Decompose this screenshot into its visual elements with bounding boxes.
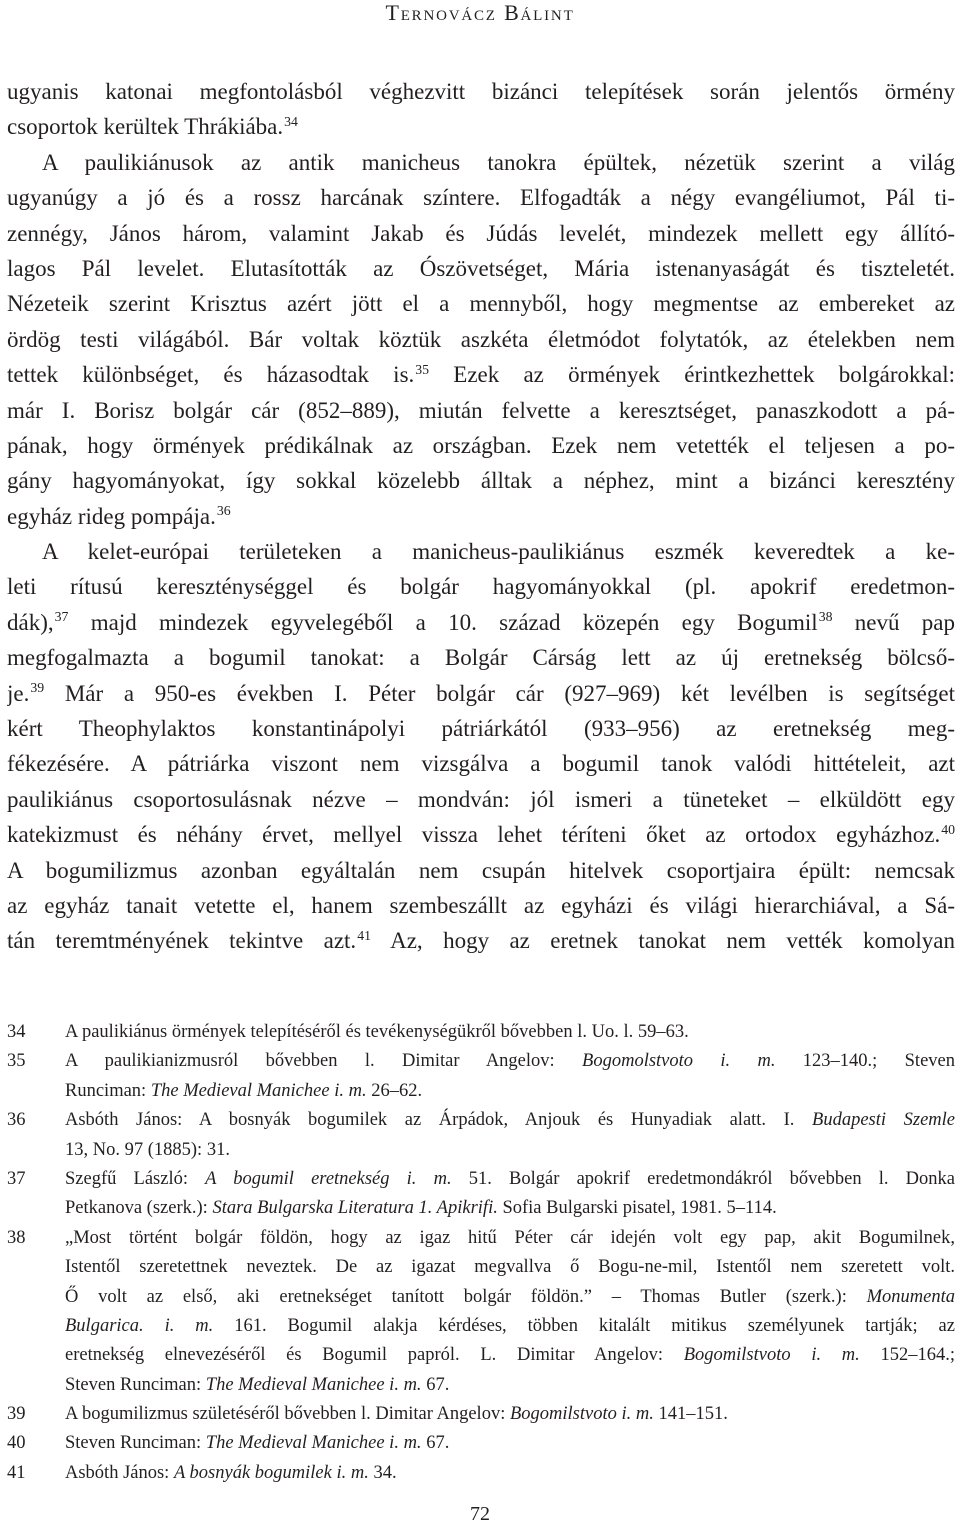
body-line bbox=[7, 145, 955, 180]
text-run: paulikiánus csoportosulásnak nézve – mondván: jól ismeri a tüneteket – elküldött egy bbox=[7, 786, 955, 812]
italic-text-run: Bogomolstvoto i. m. bbox=[582, 1051, 776, 1072]
footnote-reference: 39 bbox=[30, 680, 45, 696]
body-line bbox=[7, 499, 955, 534]
text-run: 123–140.; Steven bbox=[775, 1051, 955, 1072]
footnote-text bbox=[65, 1459, 955, 1488]
footnote-number: 35 bbox=[7, 1051, 26, 1072]
text-run: leti rítusú kereszténységgel és bolgár hagyományokkal (pl. apokrif eredetmon- bbox=[7, 574, 955, 600]
footnote-36 bbox=[7, 1106, 955, 1165]
footnote-text bbox=[65, 1224, 955, 1400]
footnote-line bbox=[65, 1136, 955, 1165]
italic-text-run: Stara Bulgarska Literatura 1. Apikrifi. bbox=[212, 1198, 498, 1219]
footnote-line bbox=[65, 1047, 955, 1076]
text-run: 51. Bolgár apokrif eredetmondákról bővebben l. Donka bbox=[451, 1168, 955, 1189]
italic-text-run: Bogomilstvoto i. m. bbox=[683, 1345, 860, 1366]
body-line bbox=[7, 711, 955, 746]
body-line bbox=[7, 322, 955, 357]
body-line bbox=[7, 782, 955, 817]
body-line bbox=[7, 463, 955, 498]
footnotes bbox=[7, 1018, 955, 1488]
body-line bbox=[7, 817, 955, 852]
text-run: az egyház tanait vetette el, hanem szembeszállt az egyházi és világi hierarchiával, a Sá- bbox=[7, 892, 955, 918]
body-line bbox=[7, 605, 955, 640]
text-run: tettek különbséget, és házasodtak is. bbox=[7, 362, 415, 388]
footnote-text bbox=[65, 1047, 955, 1106]
footnote-41 bbox=[7, 1459, 955, 1488]
footnote-line bbox=[65, 1459, 955, 1488]
footnote-34 bbox=[7, 1018, 955, 1047]
text-run: eretnekség elnevezéséről és Bogumil papról. L. Dimitar Angelov: bbox=[65, 1345, 684, 1366]
text-run: Steven Runciman: bbox=[65, 1433, 206, 1454]
text-run: Istentől szeretettnek neveztek. De az igazat megvallva ő Bogu-ne-mil, Istentől nem szeretett volt. bbox=[65, 1257, 955, 1278]
text-run: 67. bbox=[421, 1433, 450, 1454]
body-line bbox=[7, 109, 955, 144]
footnote-reference: 34 bbox=[284, 113, 298, 129]
text-run: 141–151. bbox=[653, 1404, 728, 1425]
text-run: Az, hogy az eretnek tanokat nem vették komolyan bbox=[370, 928, 955, 954]
footnote-35 bbox=[7, 1047, 955, 1106]
body-line bbox=[7, 428, 955, 463]
footnote-line bbox=[65, 1194, 955, 1223]
footnote-number: 36 bbox=[7, 1110, 26, 1131]
text-run: dák), bbox=[7, 609, 54, 635]
text-run: Sofia Bulgarski pisatel, 1981. 5–114. bbox=[497, 1198, 777, 1219]
footnote-text bbox=[65, 1165, 955, 1224]
body-line bbox=[7, 180, 955, 215]
text-run: A paulikiánusok az antik manicheus tanokra épültek, nézetük szerint a világ bbox=[42, 149, 955, 175]
italic-text-run: A bogumil eretnekség i. m. bbox=[205, 1168, 452, 1189]
text-run: 161. Bogumil alakja kérdéses, többen kitalált mitikus személyunek tartják; az bbox=[213, 1315, 955, 1336]
footnote-line bbox=[65, 1283, 955, 1312]
italic-text-run: Budapesti Szemle bbox=[812, 1110, 955, 1131]
footnote-reference: 40 bbox=[941, 821, 955, 837]
body-line bbox=[7, 569, 955, 604]
footnote-reference: 35 bbox=[415, 361, 430, 377]
text-run: Runciman: bbox=[65, 1080, 151, 1101]
text-run: Asbóth János: A bosnyák bogumilek az Árpádok, Anjouk és Hunyadiak alatt. I. bbox=[65, 1110, 813, 1131]
body-line bbox=[7, 534, 955, 569]
text-run: Szegfű László: bbox=[65, 1168, 206, 1189]
body-line bbox=[7, 251, 955, 286]
footnote-number: 41 bbox=[7, 1462, 26, 1483]
footnote-text bbox=[65, 1400, 955, 1429]
footnote-line bbox=[65, 1341, 955, 1370]
body-line bbox=[7, 216, 955, 251]
text-run: A bogumilizmus születéséről bővebben l. Dimitar Angelov: bbox=[65, 1404, 510, 1425]
text-run: Ezek az örmények érintkezhettek bolgárokkal: bbox=[429, 362, 955, 388]
body-line bbox=[7, 746, 955, 781]
footnote-line bbox=[65, 1371, 955, 1400]
text-run: Ő volt az első, aki eretnekséget tanított bolgár földön.” – Thomas Butler (szerk.): bbox=[65, 1286, 867, 1307]
text-run: pának, hogy örmények prédikálnak az országban. Ezek nem vetették el teljesen a po- bbox=[7, 432, 955, 458]
text-run: gány hagyományokat, így sokkal közelebb álltak a néphez, mint a bizánci keresztény bbox=[7, 468, 955, 494]
footnote-line bbox=[65, 1018, 955, 1047]
body-line bbox=[7, 640, 955, 675]
text-run: ugyanúgy a jó és a rossz harcának színtere. Elfogadták a négy evangéliumot, Pál ti- bbox=[7, 185, 955, 211]
text-run: A bogumilizmus azonban egyáltalán nem csupán hitelvek csoportjaira épült: nemcsak bbox=[7, 857, 955, 883]
footnote-37 bbox=[7, 1165, 955, 1224]
text-run: Asbóth János: bbox=[65, 1462, 174, 1483]
footnote-line bbox=[65, 1312, 955, 1341]
text-run: 152–164.; bbox=[859, 1345, 955, 1366]
footnote-number: 38 bbox=[7, 1227, 26, 1248]
footnote-line bbox=[65, 1224, 955, 1253]
text-run: 26–62. bbox=[366, 1080, 423, 1101]
text-run: Nézeteik szerint Krisztus azért jött el a mennyből, hogy megmentse az embereket az bbox=[7, 291, 955, 317]
text-run: ugyanis katonai megfontolásból véghezvitt bizánci telepítések során jelentős örmény bbox=[7, 79, 955, 104]
footnote-text bbox=[65, 1106, 955, 1165]
text-run: majd mindezek egyvelegéből a 10. század közepén egy Bogumil bbox=[68, 609, 818, 635]
text-run: fékezésére. A pátriárka viszont nem vizsgálva a bogumil tanok valódi hittételeit, azt bbox=[7, 751, 955, 777]
footnote-number: 34 bbox=[7, 1022, 26, 1042]
body-line bbox=[7, 393, 955, 428]
body-line bbox=[7, 74, 955, 109]
text-run: kért Theophylaktos konstantinápolyi pátriárkától (933–956) az eretnekség meg- bbox=[7, 716, 955, 742]
footnote-number: 39 bbox=[7, 1404, 26, 1425]
body-line bbox=[7, 888, 955, 923]
text-run: lagos Pál levelet. Elutasították az Ószövetséget, Mária istenanyaságát és tiszteletét. bbox=[7, 255, 955, 281]
text-run: már I. Borisz bolgár cár (852–889), miután felvette a keresztséget, panaszkodott a pá- bbox=[7, 397, 955, 423]
main-text bbox=[7, 74, 955, 959]
footnote-line bbox=[65, 1253, 955, 1282]
footnote-reference: 38 bbox=[818, 609, 833, 625]
text-run: egyház rideg pompája. bbox=[7, 503, 216, 529]
footnote-line bbox=[65, 1165, 955, 1194]
footnote-reference: 37 bbox=[54, 609, 69, 625]
text-run: tán teremtményének tekintve azt. bbox=[7, 928, 357, 954]
footnote-line bbox=[65, 1400, 955, 1429]
text-run: zennégy, János három, valamint Jakab és Júdás levelét, mindezek mellett egy állító- bbox=[7, 220, 955, 246]
text-run: 67. bbox=[421, 1374, 450, 1395]
italic-text-run: Bulgarica. i. m. bbox=[65, 1315, 214, 1336]
text-run: Petkanova (szerk.): bbox=[65, 1198, 213, 1219]
text-run: „Most történt bolgár földön, hogy az igaz hitű Péter cár idején volt egy pap, akit Bogumilnek, bbox=[65, 1227, 955, 1248]
footnote-line bbox=[65, 1429, 955, 1458]
text-run: A paulikianizmusról bővebben l. Dimitar Angelov: bbox=[65, 1051, 583, 1072]
footnote-38 bbox=[7, 1224, 955, 1400]
italic-text-run: Monumenta bbox=[866, 1286, 955, 1307]
italic-text-run: The Medieval Manichee i. m. bbox=[150, 1080, 367, 1101]
text-run: 13, No. 97 (1885): 31. bbox=[65, 1139, 230, 1160]
text-run: csoportok kerültek Thrákiába. bbox=[7, 114, 284, 140]
text-run: Steven Runciman: bbox=[65, 1374, 206, 1395]
body-line bbox=[7, 286, 955, 321]
text-run: A paulikiánus örmények telepítéséről és tevékenységükről bővebben l. Uo. l. 59–63. bbox=[65, 1022, 689, 1042]
running-head: Ternovácz Bálint bbox=[385, 0, 575, 25]
footnote-40 bbox=[7, 1429, 955, 1458]
italic-text-run: Bogomilstvoto i. m. bbox=[509, 1404, 654, 1425]
footnote-text bbox=[65, 1018, 955, 1047]
italic-text-run: A bosnyák bogumilek i. m. bbox=[173, 1462, 369, 1483]
body-line bbox=[7, 357, 955, 392]
text-run: 34. bbox=[368, 1462, 397, 1483]
italic-text-run: The Medieval Manichee i. m. bbox=[205, 1433, 422, 1454]
text-run: nevű pap bbox=[832, 609, 955, 635]
footnote-number: 37 bbox=[7, 1168, 26, 1189]
footnote-text bbox=[65, 1429, 955, 1458]
text-run: katekizmust és néhány érvet, mellyel vissza lehet téríteni őket az ortodox egyházhoz. bbox=[7, 822, 941, 848]
footnote-number: 40 bbox=[7, 1433, 26, 1454]
footnote-reference: 36 bbox=[216, 503, 231, 519]
body-line bbox=[7, 676, 955, 711]
text-run: ördög testi világából. Bár voltak köztük aszkéta életmódot folytatók, az ételekben nem bbox=[7, 326, 955, 352]
footnote-39 bbox=[7, 1400, 955, 1429]
footnote-line bbox=[65, 1106, 955, 1135]
body-line bbox=[7, 923, 955, 958]
italic-text-run: The Medieval Manichee i. m. bbox=[205, 1374, 422, 1395]
text-run: Már a 950-es években I. Péter bolgár cár (927–969) két levélben is segítséget bbox=[44, 680, 955, 706]
footnote-reference: 41 bbox=[357, 927, 371, 943]
body-line bbox=[7, 853, 955, 888]
page-number: 72 bbox=[470, 1503, 490, 1525]
footnote-line bbox=[65, 1077, 955, 1106]
text-run: je. bbox=[7, 680, 30, 706]
text-run: megfogalmazta a bogumil tanokat: a Bolgár Cárság lett az új eretnekség bölcső- bbox=[7, 645, 955, 671]
text-run: A kelet-európai területeken a manicheus-paulikiánus eszmék keveredtek a ke- bbox=[42, 539, 955, 565]
